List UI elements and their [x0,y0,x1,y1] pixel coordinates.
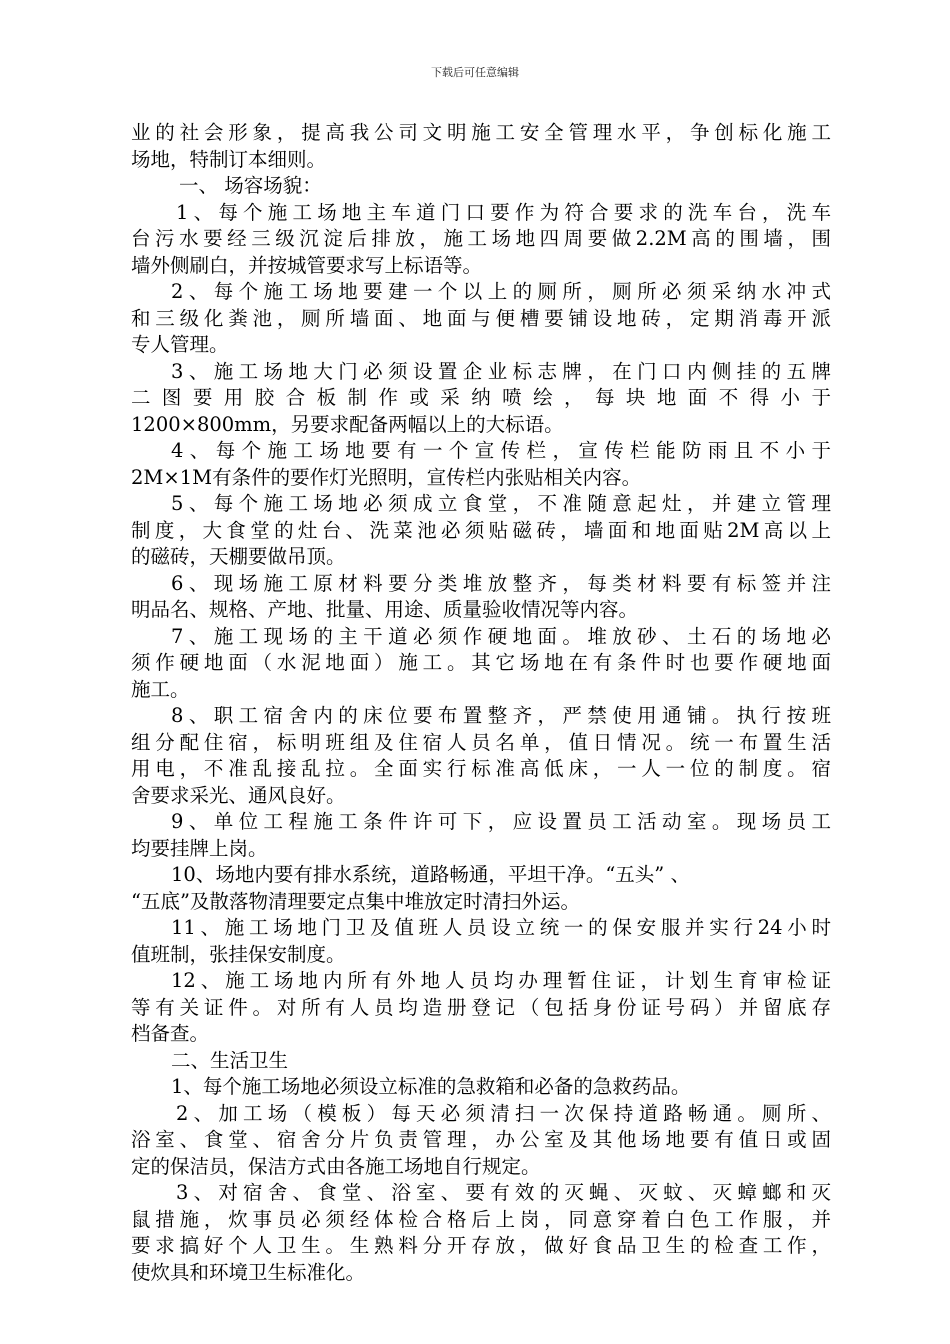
text-line: 用电，不准乱接乱拉。全面实行标准高低床，一人一位的制度。宿 [131,757,831,780]
text-line: 9、单位工程施工条件许可下，应设置员工活动室。现场员工 [171,810,831,833]
text-line: 2、加工场（模板）每天必须清扫一次保持道路畅通。厕所、 [176,1101,831,1125]
text-line: 使炊具和环境卫生标准化。 [131,1260,366,1284]
text-line: “五底”及散落物清理要定点集中堆放定时清扫外运。 [131,889,580,913]
text-line: 10、场地内要有排水系统，道路畅通，平坦干净。“五头” 、 [171,863,690,886]
document-body [131,120,831,1286]
text-line: 档备查。 [131,1022,210,1045]
text-line: 2、每个施工场地要建一个以上的厕所，厕所必须采纳水冲式 [171,280,831,303]
text-line: 6、现场施工原材料要分类堆放整齐，每类材料要有标签并注 [171,571,831,595]
text-line: 组分配住宿，标明班组及住宿人员名单，值日情况。统一布置生活 [131,730,831,754]
text-line: 施工。 [131,677,190,701]
text-line: 等有关证件。对所有人员均造册登记（包括身份证号码）并留底存 [131,995,831,1019]
text-line: 4、每个施工场地要有一个宣传栏，宣传栏能防雨且不小于 [171,439,831,462]
text-line: 制度，大食堂的灶台、洗菜池必须贴磁砖，墙面和地面贴2M高以上 [131,518,831,542]
text-line: 12、施工场地内所有外地人员均办理暂住证，计划生育审检证 [171,969,831,992]
text-line: 浴室、食堂、宿舍分片负责管理，办公室及其他场地要有值日或固 [131,1128,831,1151]
text-line: 11、施工场地门卫及值班人员设立统一的保安服并实行24小时 [171,916,831,939]
text-line: 定的保洁员，保洁方式由各施工场地自行规定。 [131,1154,541,1178]
text-line: 2M×1M有条件的要作灯光照明，宣传栏内张贴相关内容。 [131,465,642,489]
text-line: 和三级化粪池，厕所墙面、地面与便槽要铺设地砖，定期消毒开派 [131,306,831,330]
text-line: 1、每个施工场地必须设立标准的急救箱和必备的急救药品。 [171,1075,691,1098]
text-line: 的磁砖，天棚要做吊顶。 [131,545,346,568]
text-line: 值班制，张挂保安制度。 [131,942,346,966]
text-line: 1200×800mm，另要求配备两幅以上的大标语。 [131,412,564,436]
text-line: 5、每个施工场地必须成立食堂，不准随意起灶，并建立管理 [171,492,831,515]
text-line: 一、 场容场貌： [179,174,322,197]
text-line: 墙外侧刷白，并按城管要求写上标语等。 [131,253,483,277]
text-line: 8、职工宿舍内的床位要布置整齐，严禁使用通铺。执行按班 [171,704,831,727]
text-line: 须作硬地面（水泥地面）施工。其它场地在有条件时也要作硬地面 [131,651,831,674]
text-line: 场地，特制订本细则。 [131,147,327,171]
text-line: 明品名、规格、产地、批量、用途、质量验收情况等内容。 [131,598,639,621]
text-line: 3、施工场地大门必须设置企业标志牌，在门口内侧挂的五牌 [171,359,831,383]
text-line: 业的社会形象，提高我公司文明施工安全管理水平，争创标化施工 [131,121,831,144]
text-line: 二、生活卫生 [171,1048,289,1072]
text-line: 舍要求采光、通风良好。 [131,783,346,807]
text-line: 1、每个施工场地主车道门口要作为符合要求的洗车台，洗车 [176,200,831,224]
text-line: 鼠措施，炊事员必须经体检合格后上岗，同意穿着白色工作服，并 [131,1207,831,1231]
text-line: 专人管理。 [131,333,229,356]
text-line: 7、施工现场的主干道必须作硬地面。堆放砂、土石的场地必 [171,624,831,648]
text-line: 要求搞好个人卫生。生熟料分开存放，做好食品卫生的检查工作， [131,1234,831,1257]
text-line: 二图要用胶合板制作或采纳喷绘，每块地面不得小于 [131,386,831,409]
text-line: 均要挂牌上岗。 [131,836,268,860]
page-header: 下载后可任意编辑 [431,66,519,79]
text-line: 3、对宿舍、食堂、浴室、要有效的灭蝇、灭蚊、灭蟑螂和灭 [176,1181,831,1204]
text-line: 台污水要经三级沉淀后排放，施工场地四周要做2.2M高的围墙，围 [131,227,831,250]
